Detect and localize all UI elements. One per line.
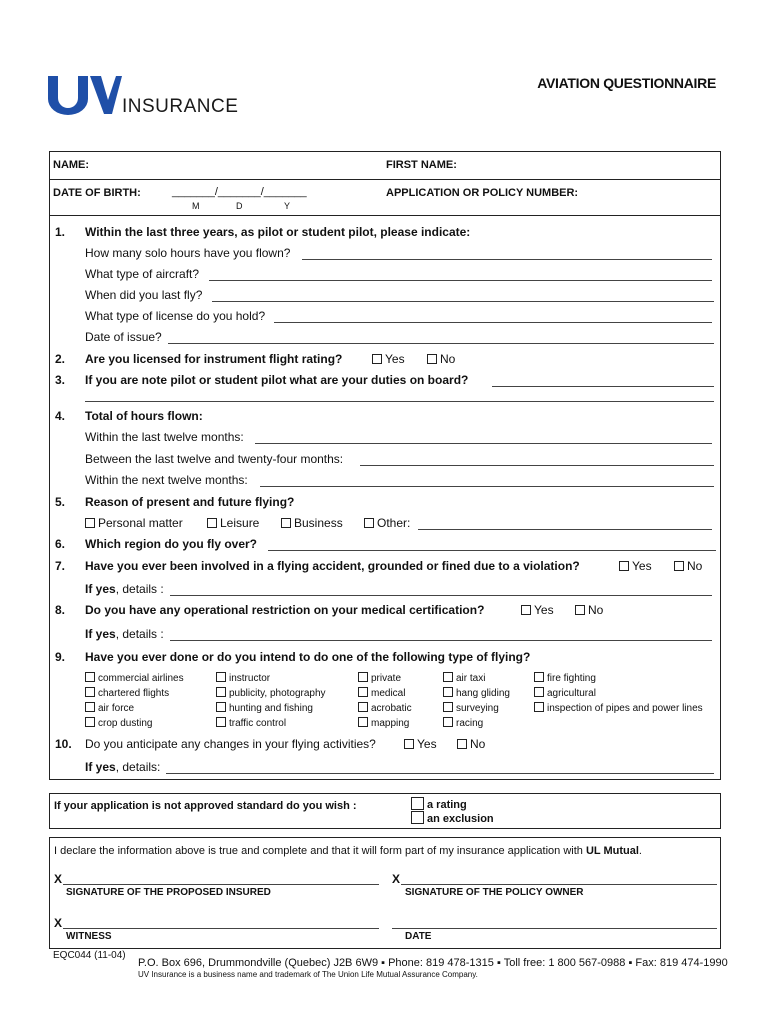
q5-other-field[interactable]	[418, 529, 712, 530]
q5-title: Reason of present and future flying?	[85, 495, 295, 509]
q4-last-twelve-field[interactable]	[255, 443, 712, 444]
checkbox-icon	[674, 561, 684, 571]
q9-option[interactable]: hunting and fishing	[216, 702, 313, 716]
q9-option[interactable]: traffic control	[216, 717, 286, 731]
signature-x-mark: X	[54, 872, 63, 886]
q1-last-fly-field[interactable]	[212, 301, 714, 302]
checkbox-icon	[216, 717, 226, 727]
dob-day-caption: D	[236, 201, 243, 211]
approval-exclusion-option[interactable]: an exclusion	[411, 811, 494, 826]
q6-number: 6.	[55, 537, 66, 551]
q10-no-option[interactable]: No	[457, 737, 485, 751]
checkbox-icon	[619, 561, 629, 571]
signature-x-mark: X	[392, 872, 401, 886]
policy-number-label: APPLICATION OR POLICY NUMBER:	[386, 187, 579, 199]
q9-option[interactable]: surveying	[443, 702, 499, 716]
checkbox-icon	[358, 672, 368, 682]
q4-next-twelve-label: Within the next twelve months:	[85, 473, 248, 487]
q9-option[interactable]: air force	[85, 702, 134, 716]
q7-details-label: If yes, details :	[85, 582, 164, 596]
checkbox-icon	[216, 687, 226, 697]
q9-option[interactable]: mapping	[358, 717, 409, 731]
q7-number: 7.	[55, 559, 66, 573]
q9-title: Have you ever done or do you intend to do one of the following type of flying?	[85, 650, 531, 664]
insured-signature-field[interactable]	[63, 884, 379, 885]
q9-option[interactable]: agricultural	[534, 687, 596, 701]
checkbox-icon	[427, 354, 437, 364]
q5-other-option[interactable]: Other:	[364, 516, 410, 530]
q6-region-field[interactable]	[268, 550, 716, 551]
declaration-text: I declare the information above is true and complete and that it will form part of my insurance application with UL Mutual.	[54, 845, 642, 857]
uv-logo-mark	[46, 74, 122, 121]
q9-option[interactable]: medical	[358, 687, 405, 701]
q5-business-option[interactable]: Business	[281, 516, 343, 530]
q3-number: 3.	[55, 373, 66, 387]
date-of-birth-field[interactable]: _______/_______/_______	[172, 186, 307, 198]
q1-number: 1.	[55, 225, 66, 239]
q10-number: 10.	[55, 737, 72, 751]
dob-month-caption: M	[192, 201, 200, 211]
checkbox-icon	[575, 605, 585, 615]
checkbox-icon	[85, 717, 95, 727]
checkbox-icon	[207, 518, 217, 528]
date-label: DATE	[405, 931, 432, 942]
q1-aircraft-label: What type of aircraft?	[85, 267, 200, 281]
q9-option[interactable]: hang gliding	[443, 687, 510, 701]
q5-personal-option[interactable]: Personal matter	[85, 516, 183, 530]
checkbox-icon	[281, 518, 291, 528]
q3-title: If you are note pilot or student pilot what are your duties on board?	[85, 373, 469, 387]
approval-label: If your application is not approved standard do you wish :	[54, 800, 357, 812]
q1-date-issue-label: Date of issue?	[85, 330, 162, 344]
owner-signature-field[interactable]	[401, 884, 717, 885]
q9-option[interactable]: fire fighting	[534, 672, 596, 686]
witness-signature-field[interactable]	[63, 928, 379, 929]
checkbox-icon	[85, 687, 95, 697]
q6-title: Which region do you fly over?	[85, 537, 258, 551]
q2-yes-option[interactable]: Yes	[372, 352, 405, 366]
q2-number: 2.	[55, 352, 66, 366]
q8-number: 8.	[55, 603, 66, 617]
q9-option[interactable]: commercial airlines	[85, 672, 184, 686]
checkbox-icon	[411, 797, 424, 810]
q7-details-field[interactable]	[170, 595, 712, 596]
first-name-label: FIRST NAME:	[386, 159, 457, 171]
q9-option[interactable]: inspection of pipes and power lines	[534, 702, 703, 716]
date-field[interactable]	[392, 928, 717, 929]
checkbox-icon	[443, 672, 453, 682]
checkbox-icon	[358, 702, 368, 712]
q2-no-option[interactable]: No	[427, 352, 455, 366]
checkbox-icon	[534, 687, 544, 697]
q10-details-field[interactable]	[166, 773, 714, 774]
applicant-identification-box	[49, 151, 721, 216]
q10-yes-option[interactable]: Yes	[404, 737, 437, 751]
q5-number: 5.	[55, 495, 66, 509]
footer-trademark: UV Insurance is a business name and trademark of The Union Life Mutual Assurance Company.	[138, 970, 478, 979]
name-label: NAME:	[53, 159, 90, 171]
declaration-box	[49, 837, 721, 949]
q1-solo-hours-field[interactable]	[302, 259, 712, 260]
q5-leisure-option[interactable]: Leisure	[207, 516, 259, 530]
q3-duties-field[interactable]	[492, 386, 714, 387]
q7-title: Have you ever been involved in a flying accident, grounded or fined due to a violation?	[85, 559, 580, 573]
q9-option[interactable]: air taxi	[443, 672, 485, 686]
checkbox-icon	[404, 739, 414, 749]
q10-details-label: If yes, details:	[85, 760, 161, 774]
checkbox-icon	[534, 672, 544, 682]
q1-aircraft-field[interactable]	[209, 280, 712, 281]
q4-next-twelve-field[interactable]	[260, 486, 714, 487]
q7-yes-option[interactable]: Yes	[619, 559, 652, 573]
q1-title: Within the last three years, as pilot or student pilot, please indicate:	[85, 225, 471, 239]
questions-box	[49, 214, 721, 780]
checkbox-icon	[216, 702, 226, 712]
q7-no-option[interactable]: No	[674, 559, 702, 573]
checkbox-icon	[534, 702, 544, 712]
witness-label: WITNESS	[66, 931, 112, 942]
q4-title: Total of hours flown:	[85, 409, 203, 423]
checkbox-icon	[443, 717, 453, 727]
form-code: EQC044 (11-04)	[53, 950, 126, 961]
checkbox-icon	[372, 354, 382, 364]
checkbox-icon	[85, 702, 95, 712]
date-of-birth-label: DATE OF BIRTH:	[53, 187, 141, 199]
q4-number: 4.	[55, 409, 66, 423]
q4-twelve-24-label: Between the last twelve and twenty-four months:	[85, 452, 344, 466]
checkbox-icon	[521, 605, 531, 615]
q1-license-label: What type of license do you hold?	[85, 309, 266, 323]
insured-signature-label: SIGNATURE OF THE PROPOSED INSURED	[66, 887, 271, 898]
q8-title: Do you have any operational restriction on your medical certification?	[85, 603, 485, 617]
q8-yes-option[interactable]: Yes	[521, 603, 554, 617]
checkbox-icon	[364, 518, 374, 528]
q9-option[interactable]: chartered flights	[85, 687, 169, 701]
q1-solo-hours-label: How many solo hours have you flown?	[85, 246, 291, 260]
approval-rating-option[interactable]: a rating	[411, 797, 467, 812]
checkbox-icon	[443, 687, 453, 697]
checkbox-icon	[358, 687, 368, 697]
document-title: AVIATION QUESTIONNAIRE	[537, 75, 716, 91]
q9-option[interactable]: acrobatic	[358, 702, 412, 716]
approval-preference-box	[49, 793, 721, 829]
q4-twelve-24-field[interactable]	[360, 465, 714, 466]
q3-duties-field-line2[interactable]	[85, 401, 714, 402]
q4-last-twelve-label: Within the last twelve months:	[85, 430, 244, 444]
q9-option[interactable]: crop dusting	[85, 717, 152, 731]
q9-option[interactable]: publicity, photography	[216, 687, 326, 701]
q1-last-fly-label: When did you last fly?	[85, 288, 203, 302]
checkbox-icon	[411, 811, 424, 824]
q10-title: Do you anticipate any changes in your flying activities?	[85, 737, 376, 751]
q8-details-field[interactable]	[170, 640, 712, 641]
q9-option[interactable]: racing	[443, 717, 483, 731]
checkbox-icon	[85, 672, 95, 682]
checkbox-icon	[358, 717, 368, 727]
checkbox-icon	[443, 702, 453, 712]
checkbox-icon	[85, 518, 95, 528]
dob-year-caption: Y	[284, 201, 291, 211]
witness-x-mark: X	[54, 916, 63, 930]
q9-number: 9.	[55, 650, 66, 664]
footer-address: P.O. Box 696, Drummondville (Quebec) J2B 6W9 ▪ Phone: 819 478-1315 ▪ Toll free: 1 800 567-0988 ▪ Fax: 819 474-1990	[138, 957, 728, 969]
logo-wordmark: INSURANCE	[122, 96, 239, 117]
checkbox-icon	[457, 739, 467, 749]
checkbox-icon	[216, 672, 226, 682]
q1-license-field[interactable]	[274, 322, 712, 323]
q8-details-label: If yes, details :	[85, 627, 164, 641]
q2-title: Are you licensed for instrument flight rating?	[85, 352, 343, 366]
q1-date-issue-field[interactable]	[168, 343, 714, 344]
owner-signature-label: SIGNATURE OF THE POLICY OWNER	[405, 887, 584, 898]
q8-no-option[interactable]: No	[575, 603, 603, 617]
q9-option[interactable]: instructor	[216, 672, 270, 686]
q9-option[interactable]: private	[358, 672, 401, 686]
